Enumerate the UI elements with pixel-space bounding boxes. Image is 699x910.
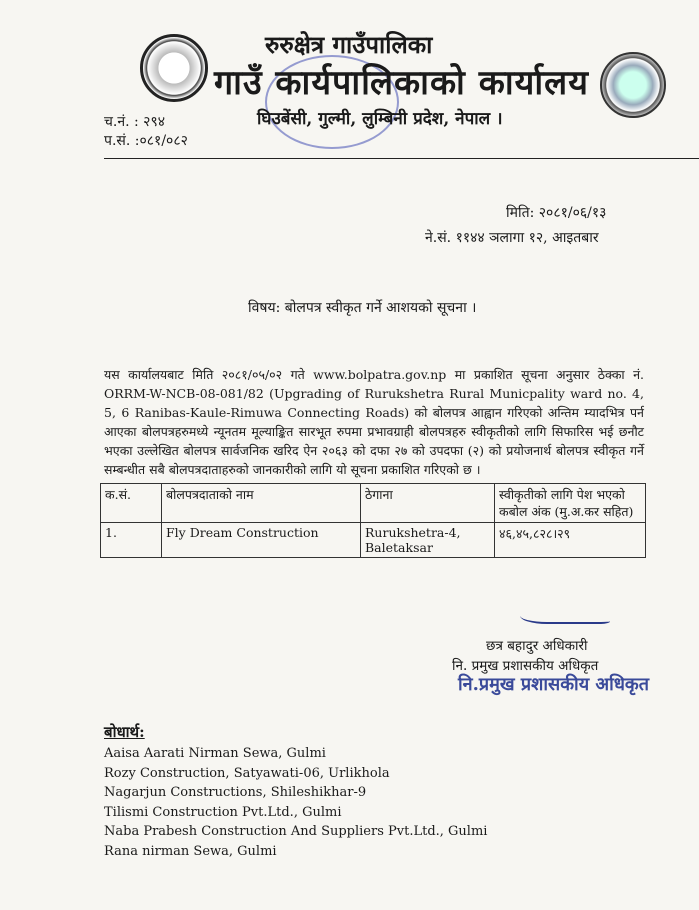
- cell-bid-amount: ४६,४५,८२८।२९: [495, 523, 646, 558]
- reference-number: च.नं. : २९४: [104, 114, 166, 130]
- list-item: Rozy Construction, Satyawati-06, Urlikhola: [104, 765, 390, 781]
- cell-bidder-name: Fly Dream Construction: [162, 523, 361, 558]
- signatory-name: छत्र बहादुर अधिकारी: [486, 638, 588, 654]
- header-bid-amount: स्वीकृतीको लागि पेश भएको कबोल अंक (मु.अ.कर सहित): [495, 484, 646, 523]
- date-line: मिति: २०८१/०६/१३: [506, 205, 607, 221]
- header-divider: [104, 158, 699, 159]
- office-address: घिउबेंसी, गुल्मी, लुम्बिनी प्रदेश, नेपाल ।: [257, 109, 503, 129]
- list-item: Nagarjun Constructions, Shileshikhar-9: [104, 785, 367, 800]
- cc-list: [104, 744, 487, 861]
- header-bidder-name: बोलपत्रदाताको नाम: [162, 484, 361, 523]
- list-item: Tilismi Construction Pvt.Ltd., Gulmi: [104, 804, 342, 820]
- nepal-samvat-date: ने.सं. ११४४ ञलागा १२, आइतबार: [425, 230, 599, 246]
- signatory-stamp: नि.प्रमुख प्रशासकीय अधिकृत: [458, 674, 649, 695]
- table-row: [101, 523, 646, 558]
- list-item: Naba Prabesh Construction And Suppliers Pvt.Ltd., Gulmi: [104, 824, 488, 839]
- government-emblem: [140, 34, 208, 102]
- cc-heading: बोधार्थ:: [104, 723, 145, 741]
- signature: [520, 596, 610, 624]
- office-name: गाउँ कार्यपालिकाको कार्यालय: [214, 63, 589, 103]
- signatory-title: नि. प्रमुख प्रशासकीय अधिकृत: [452, 658, 599, 674]
- cell-sn: 1.: [101, 523, 162, 558]
- header-address: ठेगाना: [361, 484, 495, 523]
- municipality-logo: [600, 52, 666, 118]
- notice-body: यस कार्यालयबाट मिति २०८१/०५/०२ गते www.bolpatra.gov.np मा प्रकाशित सूचना अनुसार ठेक्का नं. ORRM-W-NCB-08-081/82 (Upgrading of Rurukshetra Rural Municpality ward no. 4, 5, 6 Ranibas-Kaule-Rimuwa Connecting Roads) को बोलपत्र आह्वान गरिएको अन्तिम म्यादभित्र पर्न आएका बोलपत्रहरुमध्ये न्यूनतम मूल्याङ्कित सारभूत रुपमा प्रभावग्राही बोलपत्रहरु स्वीकृतीको लागि सिफारिस भई छनौट भएका उल्लेखित बोलपत्र सार्वजनिक खरिद ऐन २०६३ को दफा २७ को उपदफा (२) को प्रयोजनार्थ बोलपत्र स्वीकृत गर्ने सम्बन्धीत सबै बोलपत्रदाताहरुको जानकारीको लागि यो सूचना प्रकाशित गरिएको छ ।: [104, 367, 644, 477]
- list-item: Rana nirman Sewa, Gulmi: [104, 843, 277, 859]
- header-sn: क.सं.: [101, 484, 162, 523]
- municipality-name: रुरुक्षेत्र गाउँपालिका: [265, 30, 433, 59]
- subject-line: विषय: बोलपत्र स्वीकृत गर्ने आशयको सूचना ।: [248, 300, 477, 316]
- bidder-table: [100, 483, 646, 558]
- table-header-row: [101, 484, 646, 523]
- cell-address: Rurukshetra-4, Baletaksar: [361, 523, 495, 558]
- fiscal-year: प.सं. :०८१/०८२: [104, 133, 188, 149]
- list-item: Aaisa Aarati Nirman Sewa, Gulmi: [104, 746, 326, 761]
